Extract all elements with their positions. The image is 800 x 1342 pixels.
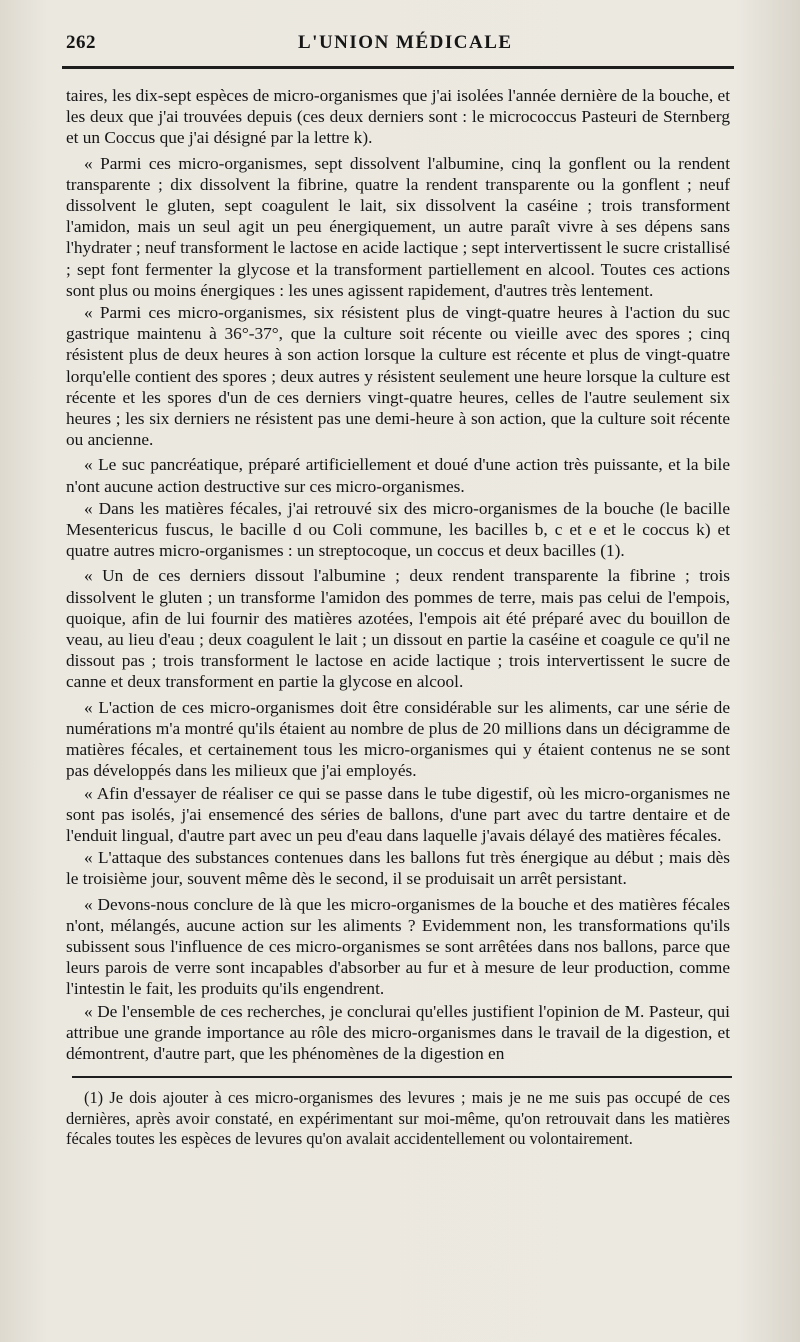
header-rule <box>62 66 734 69</box>
page-number: 262 <box>66 32 96 53</box>
paragraph: « Dans les matières fécales, j'ai retrouvé six des micro-organismes de la bouche (le bacille Mesentericus fuscus, le bacille d ou Coli commune, les bacilles b, c et e et le coccus k) et quatre autres micro-organismes : un streptocoque, un coccus et deux bacilles (1). <box>66 498 730 561</box>
footnote-rule <box>72 1076 732 1078</box>
running-title: L'UNION MÉDICALE <box>298 32 513 53</box>
footnote-text: (1) Je dois ajouter à ces micro-organismes des levures ; mais je ne me suis pas occupé de ces dernières, après avoir constaté, en expérimentant sur moi-même, qu'on retrouvait dans les matières fécales toutes les espèces de levures qu'on avalait accidentellement ou volontairement. <box>66 1088 730 1149</box>
body-text <box>66 85 730 1064</box>
paragraph: « Parmi ces micro-organismes, sept dissolvent l'albumine, cinq la gonflent ou la rendent transparente ; dix dissolvent la fibrine, quatre la rendent transparente ou la gonflent ; neuf dissolvent le gluten, sept coagulent le lait, six dissolvent la caséine ; trois transforment l'amidon, mais un seul agit un peu énergiquement, un autre paraît vivre à ses dépens sans l'hydrater ; neuf transforment le lactose en acide lactique ; sept intervertissent le sucre cristallisé ; sept font fermenter la glycose et la transforment partiellement en alcool. Toutes ces actions sont plus ou moins énergiques : les unes agissent rapidement, d'autres très lentement. <box>66 153 730 300</box>
paragraph: « De l'ensemble de ces recherches, je conclurai qu'elles justifient l'opinion de M. Pasteur, qui attribue une grande importance au rôle des micro-organismes dans le travail de la digestion, et démontrent, d'autre part, que les phénomènes de la digestion en <box>66 1001 730 1063</box>
paragraph: « L'attaque des substances contenues dans les ballons fut très énergique au début ; mais dès le troisième jour, souvent même dès le second, il se produisait un arrêt persistant. <box>66 848 730 889</box>
paragraph: « Devons-nous conclure de là que les micro-organismes de la bouche et des matières fécales n'ont, mélangés, aucune action sur les aliments ? Evidemment non, les transformations qu'ils subissent sous l'influence de ces micro-organismes se sont arrêtées dans nos ballons, parce que leurs parois de verre sont incapables d'absorber au fur et à mesure de leur production, comme l'intestin le fait, les produits qu'ils engendrent. <box>66 894 730 999</box>
paragraph: « Parmi ces micro-organismes, six résistent plus de vingt-quatre heures à l'action du suc gastrique maintenu à 36°-37°, que la culture soit récente ou vieille avec des spores ; cinq résistent plus de deux heures à son action lorsque la culture est récente et plus de vingt-quatre lorqu'elle contient des spores ; deux autres y résistent seulement une heure lorsque la culture est récente et les spores d'un de ces derniers vingt-quatre heures, celles de l'autre seulement six heures ; les six derniers ne résistent pas une demi-heure à son action, que la culture soit récente ou ancienne. <box>66 303 730 450</box>
page-header <box>66 32 730 62</box>
paragraph: « Afin d'essayer de réaliser ce qui se passe dans le tube digestif, où les micro-organismes ne sont pas isolés, j'ai ensemencé des séries de ballons, d'une part avec du tartre dentaire et de l'enduit lingual, d'autre part avec un peu d'eau dans laquelle j'avais délayé des matières fécales. <box>66 783 730 845</box>
paragraph: taires, les dix-sept espèces de micro-organismes que j'ai isolées l'année dernière de la bouche, et les deux que j'ai trouvées depuis (ces deux derniers sont : le micrococcus Pasteuri de Sternberg et un Coccus que j'ai désigné par la lettre k). <box>66 86 730 148</box>
paragraph: « Le suc pancréatique, préparé artificiellement et doué d'une action très puissante, et la bile n'ont aucune action destructive sur ces micro-organismes. <box>66 455 730 496</box>
paragraph: « Un de ces derniers dissout l'albumine ; deux rendent transparente la fibrine ; trois dissolvent le gluten ; un transforme l'amidon des pommes de terre, mais pas celui de l'empois, quoique, afin de lui fournir des matières azotées, l'empois ait été préparé avec du bouillon de veau, au lieu d'eau ; deux coagulent le lait ; un dissout en partie la caséine et coagule ce qu'il ne dissout pas ; trois transforment le lactose en acide lactique ; trois intervertissent le sucre de canne et deux transforment en partie la glycose en alcool. <box>66 566 730 692</box>
paragraph: « L'action de ces micro-organismes doit être considérable sur les aliments, car une série de numérations m'a montré qu'ils étaient au nombre de plus de 20 millions dans un décigramme de matières fécales, et certainement tous les micro-organismes qui y étaient contenus ne se sont pas développés dans les milieux que j'ai employés. <box>66 697 730 781</box>
footnote <box>66 1088 730 1150</box>
